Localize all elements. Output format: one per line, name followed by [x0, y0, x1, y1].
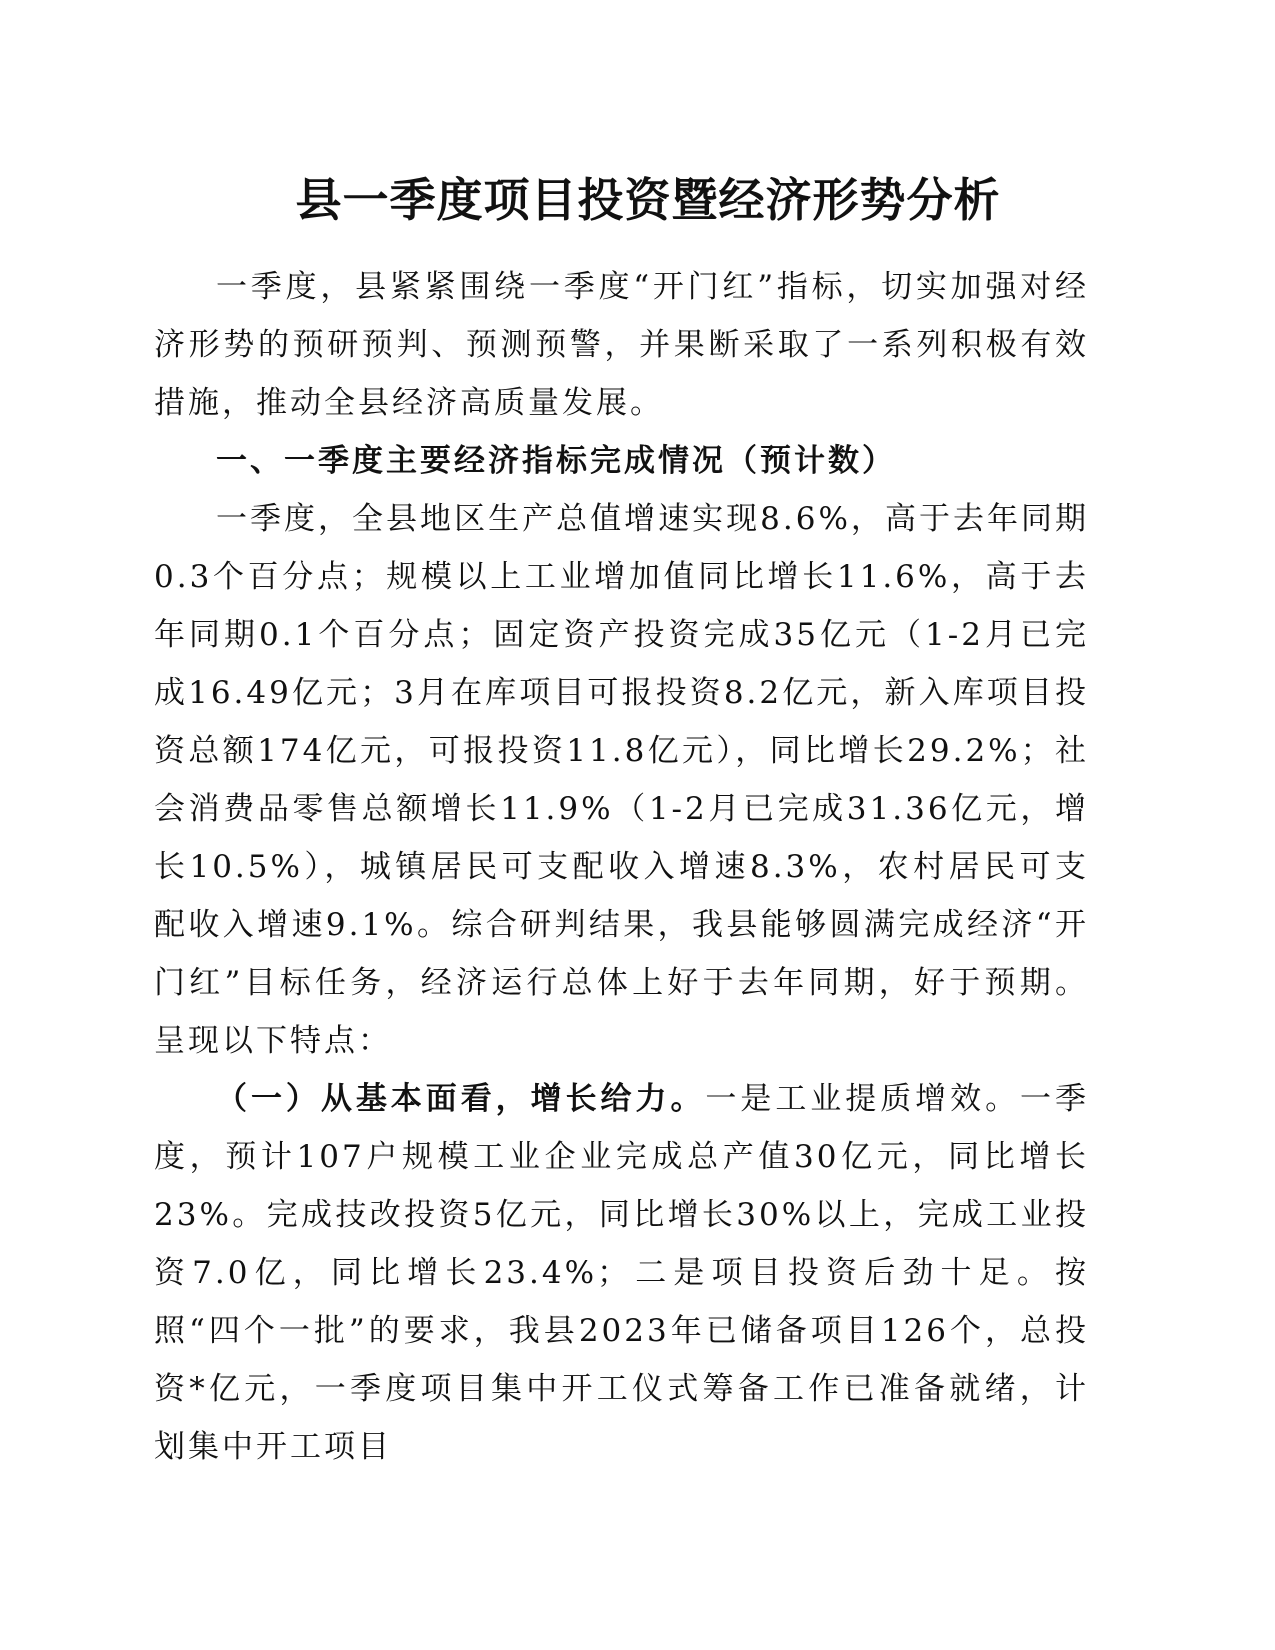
document-title: 县一季度项目投资暨经济形势分析 [295, 173, 1001, 227]
subsection-heading-1: （一）从基本面看，增长给力。 [216, 1081, 706, 1117]
subsection-paragraph-1 [154, 1070, 1089, 1476]
subsection-text-1: 一是工业提质增效。一季度，预计107户规模工业企业完成总产值30亿元，同比增长23%。完成技改投资5亿元，同比增长30%以上，完成工业投资7.0亿，同比增长23.4%；二是项目投资后劲十足。按照“四个一批”的要求，我县2023年已储备项目126个，总投资*亿元，一季度项目集中开工仪式筹备工作已准备就绪，计划集中开工项目 [154, 1081, 1090, 1465]
indicators-paragraph: 一季度，全县地区生产总值增速实现8.6%，高于去年同期0.3个百分点；规模以上工业增加值同比增长11.6%，高于去年同期0.1个百分点；固定资产投资完成35亿元（1-2月已完成16.49亿元；3月在库项目可报投资8.2亿元，新入库项目投资总额174亿元，可报投资11.8亿元），同比增长29.2%；社会消费品零售总额增长11.9%（1-2月已完成31.36亿元，增长10.5%），城镇居民可支配收入增速8.3%，农村居民可支配收入增速9.1%。综合研判结果，我县能够圆满完成经济“开门红”目标任务，经济运行总体上好于去年同期，好于预期。呈现以下特点： [154, 501, 1089, 1059]
intro-paragraph: 一季度，县紧紧围绕一季度“开门红”指标，切实加强对经济形势的预研预判、预测预警，并果断采取了一系列积极有效措施，推动全县经济高质量发展。 [154, 269, 1089, 421]
document-body [154, 258, 1089, 1476]
section-heading-1: 一、一季度主要经济指标完成情况（预计数） [216, 443, 896, 479]
